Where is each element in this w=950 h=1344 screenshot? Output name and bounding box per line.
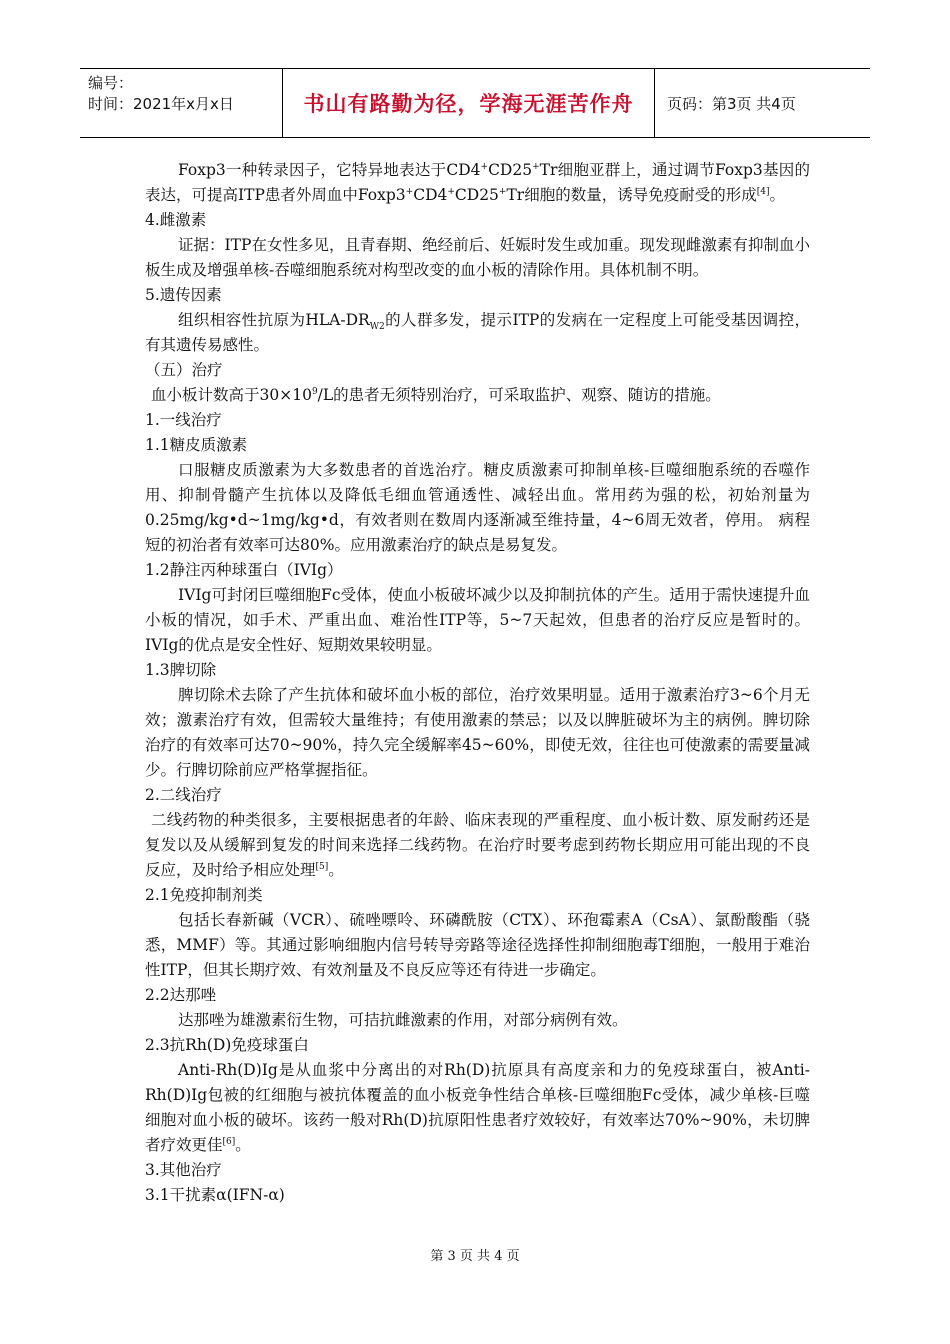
section-heading: 1.1糖皮质激素 <box>145 436 248 454</box>
section-heading: 2.1免疫抑制剂类 <box>145 886 263 904</box>
body-paragraph: Anti-Rh(D)Ig是从血浆中分离出的对Rh(D)抗原具有高度亲和力的免疫球蛋白，被Anti-Rh(D)Ig包被的红细胞与被抗体覆盖的血小板竞争性结合单核-巨噬细胞Fc受体，减少单核-巨噬细胞对血小板的破坏。该药一般对Rh(D)抗原阳性患者疗效较好，有效率达70%~90%，未切脾者疗效更佳[6]。 <box>145 1061 810 1154</box>
section-heading: （五）治疗 <box>145 361 223 379</box>
body-paragraph: IVIg可封闭巨噬细胞Fc受体，使血小板破坏减少以及抑制抗体的产生。适用于需快速提升血小板的情况，如手术、严重出血、难治性ITP等，5~7天起效，但患者的治疗反应是暂时的。IVIg的优点是安全性好、短期效果较明显。 <box>145 586 810 654</box>
header-left-cell <box>80 69 283 137</box>
body-paragraph: 二线药物的种类很多，主要根据患者的年龄、临床表现的严重程度、血小板计数、原发耐药还是复发以及从缓解到复发的时间来选择二线药物。在治疗时要考虑到药物长期应用可能出现的不良反应，及时给予相应处理[5]。 <box>145 811 810 879</box>
section-heading: 2.3抗Rh(D)免疫球蛋白 <box>145 1036 309 1054</box>
body-paragraph: 脾切除术去除了产生抗体和破坏血小板的部位，治疗效果明显。适用于激素治疗3~6个月无效；激素治疗有效，但需较大量维持；有使用激素的禁忌；以及以脾脏破坏为主的病例。脾切除治疗的有效率可达70~90%，持久完全缓解率45~60%，即使无效，往往也可使激素的需要量减少。行脾切除前应严格掌握指征。 <box>145 686 810 779</box>
date-text: 时间：2021年x月x日 <box>88 95 234 113</box>
section-heading: 4.雌激素 <box>145 211 207 229</box>
body-paragraph: 血小板计数高于$30\times 10^9/L$的患者无须特别治疗，可采取监护、观察、随访的措施。 <box>151 386 721 404</box>
section-heading: 5.遗传因素 <box>145 286 222 304</box>
body-paragraph: 包括长春新碱（VCR）、硫唑嘌呤、环磷酰胺（CTX）、环孢霉素A（CsA）、氯酚酸酯（骁悉，MMF）等。其通过影响细胞内信号转导旁路等途径选择性抑制细胞毒T细胞，一般用于难治性ITP，但其长期疗效、有效剂量及不良反应等还有待进一步确定。 <box>145 911 810 979</box>
section-heading: 2.2达那唑 <box>145 986 217 1004</box>
number-label: 编号： <box>88 74 134 92</box>
section-heading: 1.3脾切除 <box>145 661 217 679</box>
body-paragraph: 证据：ITP在女性多见，且青春期、绝经前后、妊娠时发生或加重。现发现雌激素有抑制血小板生成及增强单核-吞噬细胞系统对构型改变的血小板的清除作用。具体机制不明。 <box>145 236 810 279</box>
body-paragraph: Foxp3一种转录因子，它特异地表达于CD4+CD25+Tr细胞亚群上，通过调节Foxp3基因的表达，可提高ITP患者外周血中Foxp3+CD4+CD25+Tr细胞的数量，诱导免疫耐受的形成[4]。 <box>145 161 810 204</box>
header-page-info: 页码：第3页 共4页 <box>667 94 796 113</box>
document-header <box>80 68 870 138</box>
document-body <box>145 158 810 1208</box>
body-paragraph: 口服糖皮质激素为大多数患者的首选治疗。糖皮质激素可抑制单核-巨噬细胞系统的吞噬作用、抑制骨髓产生抗体以及降低毛细血管通透性、减轻出血。常用药为强的松，初始剂量为0.25mg/kg•d~1mg/kg•d，有效者则在数周内逐渐减至维持量，4~6周无效者，停用。 病程短的初治者有效率可达80%。应用激素治疗的缺点是易复发。 <box>145 461 810 554</box>
page-footer: 第 3 页 共 4 页 <box>430 1249 520 1264</box>
section-heading: 1.一线治疗 <box>145 411 222 429</box>
section-heading: 1.2静注丙种球蛋白（IVIg） <box>145 561 343 579</box>
header-motto: 书山有路勤为径，学海无涯苦作舟 <box>283 69 655 137</box>
section-heading: 3.1干扰素α(IFN-α) <box>145 1186 285 1204</box>
body-paragraph: 达那唑为雄激素衍生物，可拮抗雌激素的作用，对部分病例有效。 <box>178 1011 628 1029</box>
section-heading: 2.二线治疗 <box>145 786 222 804</box>
body-paragraph: 组织相容性抗原为HLA-$DR_{W2}$的人群多发，提示ITP的发病在一定程度上可能受基因调控，有其遗传易感性。 <box>145 311 810 354</box>
section-heading: 3.其他治疗 <box>145 1161 222 1179</box>
